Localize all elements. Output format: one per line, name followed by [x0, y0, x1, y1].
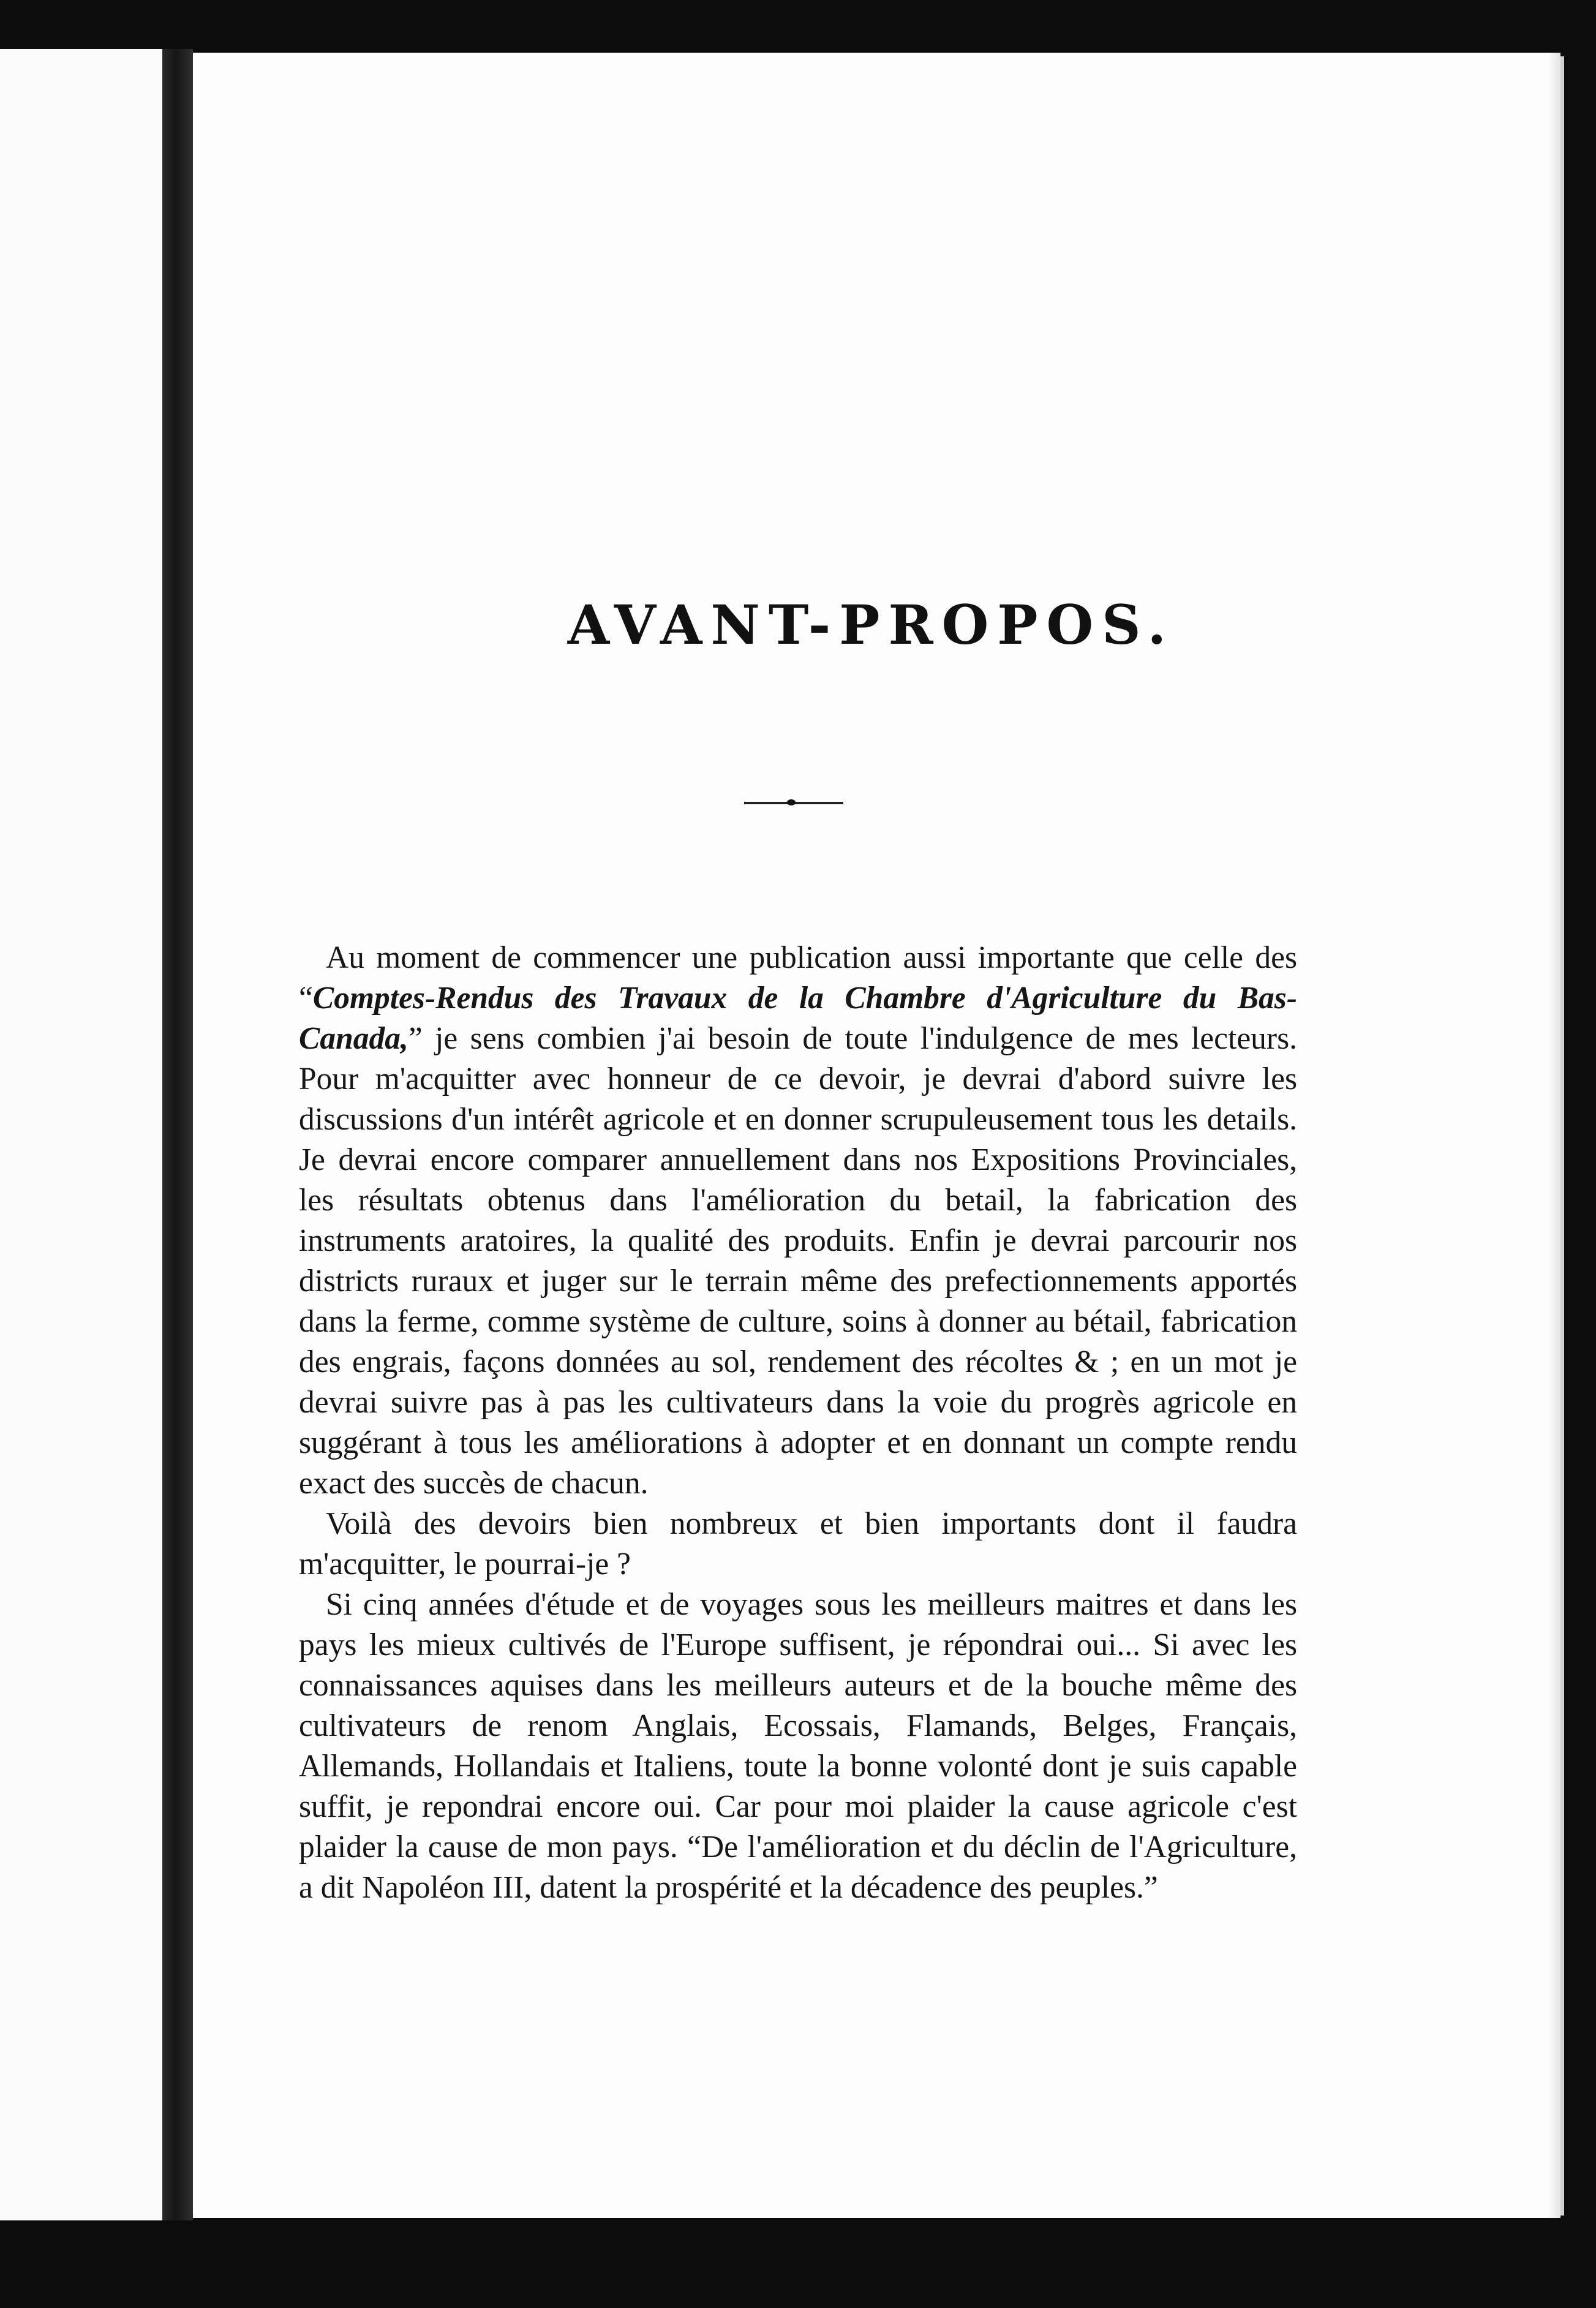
ornament-dot [787, 799, 796, 805]
facing-page-edge [0, 49, 162, 2220]
page-edge [1549, 53, 1560, 2218]
paragraph-1-body: ” je sens combien j'ai besoin de toute l'indulgence de mes lecteurs. Pour m'acquitter avec honneur de ce devoir, je devrai d'abord suivre les discussions d'un intérêt agricole et en donner scrupuleusement tous les details. Je devrai encore comparer annuellement dans nos Expositions Provinciales, les résultats obtenus dans l'amélioration du betail, la fabrication des instruments aratoires, la qualité des produits. Enfin je devrai parcourir nos districts ruraux et juger sur le terrain même des prefectionnements apportés dans la ferme, comme système de culture, soins à donner au bétail, fabrication des engrais, façons données au sol, rendement des récoltes & ; en un mot je devrai suivre pas à pas les cultivateurs dans la voie du progrès agricole en suggérant à tous les améliorations à adopter et en donnant un compte rendu exact des succès de chacun. [299, 1021, 1297, 1501]
page-title: AVANT-PROPOS. [567, 593, 1175, 657]
book-spine [162, 49, 193, 2220]
book-page [193, 53, 1549, 2218]
paragraph-2: Voilà des devoirs bien nombreux et bien importants dont il faudra m'acquitter, le pourrai-je ? [299, 1506, 1297, 1582]
publication-title: Comptes-Rendus des Travaux de la Chambre d'Agriculture du Bas-Canada, [299, 981, 1297, 1056]
paragraph-1-intro: Au moment de commencer une publication aussi importante que celle des “ [299, 940, 1297, 1016]
paragraph-1 [299, 938, 1297, 1504]
paragraph-3: Si cinq années d'étude et de voyages sous les meilleurs maitres et dans les pays les mieux cultivés de l'Europe suffisent, je répondrai oui... Si avec les connaissances aquises dans les meilleurs auteurs et de la bouche même des cultivateurs de renom Anglais, Ecossais, Flamands, Belges, Français, Allemands, Hollandais et Italiens, toute la bonne volonté dont je suis capable suffit, je repondrai encore oui. Car pour moi plaider la cause agricole c'est plaider la cause de mon pays. “De l'amélioration et du déclin de l'Agriculture, a dit Napoléon III, datent la prospérité et la décadence des peuples.” [299, 1587, 1297, 1905]
body-text [299, 938, 1297, 1908]
page-edge-shadow [1560, 56, 1564, 2216]
